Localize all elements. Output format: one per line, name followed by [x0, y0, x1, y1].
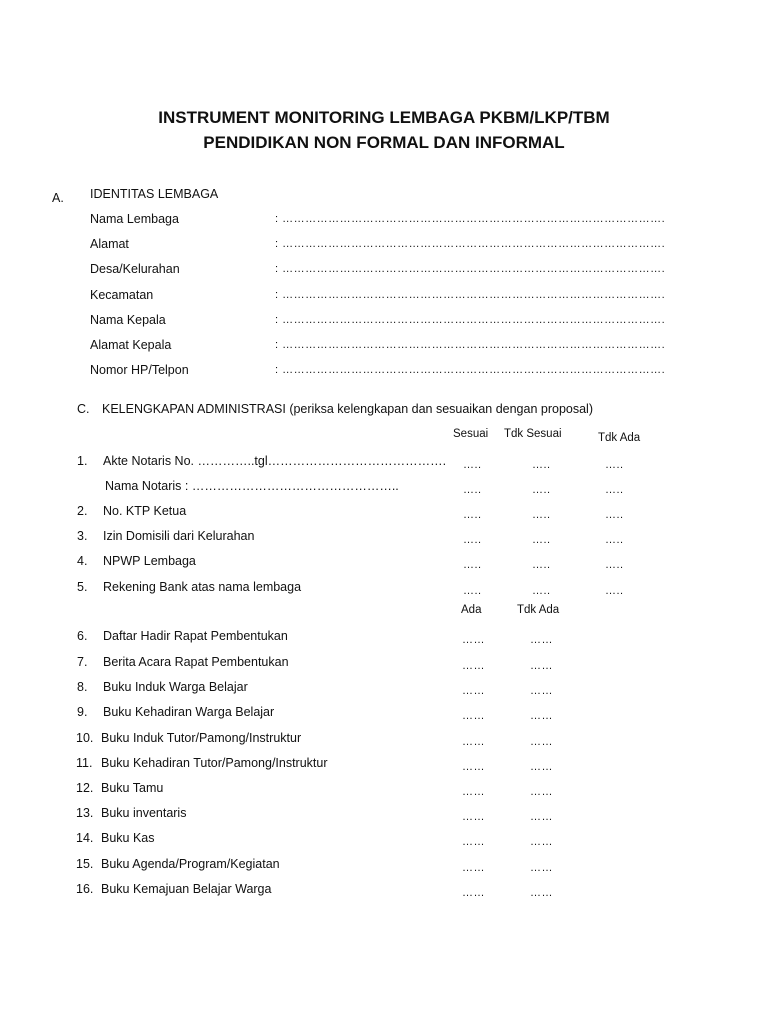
item-number: 10. — [76, 731, 94, 745]
check-blank-tdk-sesuai: ….. — [532, 509, 551, 521]
check-blank-tdk-sesuai: ….. — [532, 585, 551, 597]
check-blank-tdk-ada: …… — [530, 736, 553, 748]
field-label: Kecamatan — [90, 288, 154, 302]
item-number: 4. — [77, 554, 88, 568]
item-number: 1. — [77, 454, 88, 468]
check-blank-ada: …… — [462, 887, 485, 899]
item-label: Izin Domisili dari Kelurahan — [103, 529, 255, 543]
column-header-sesuai: Sesuai — [453, 428, 489, 440]
item-number: 8. — [77, 680, 88, 694]
item-number: 11. — [76, 756, 93, 770]
column-header-tdk-sesuai: Tdk Sesuai — [504, 428, 562, 440]
field-value-blank: : ………………………………………………………………………………………. — [275, 339, 666, 351]
section-c-heading: KELENGKAPAN ADMINISTRASI (periksa kelengkapan dan sesuaikan dengan proposal) — [102, 402, 593, 416]
check-blank-ada: …… — [462, 761, 485, 773]
check-blank-ada: …… — [462, 634, 485, 646]
item-number: 3. — [77, 529, 88, 543]
item-label: Buku Kemajuan Belajar Warga — [101, 882, 272, 896]
item-number: 2. — [77, 504, 88, 518]
field-value-blank: : ………………………………………………………………………………………. — [275, 289, 666, 301]
check-blank-tdk-ada: ….. — [605, 484, 624, 496]
check-blank-tdk-ada: …… — [530, 786, 553, 798]
field-value-blank: : ………………………………………………………………………………………. — [275, 238, 666, 250]
check-blank-sesuai: ….. — [463, 559, 482, 571]
item-number: 5. — [77, 580, 88, 594]
item-label: Daftar Hadir Rapat Pembentukan — [103, 629, 288, 643]
item-number: 15. — [76, 857, 94, 871]
field-value-blank: : ………………………………………………………………………………………. — [275, 364, 666, 376]
check-blank-ada: …… — [462, 811, 485, 823]
item-label: Buku Induk Tutor/Pamong/Instruktur — [101, 731, 302, 745]
check-blank-ada: …… — [462, 836, 485, 848]
item-label: NPWP Lembaga — [103, 554, 196, 568]
check-blank-tdk-ada: …… — [530, 710, 553, 722]
item-label: Buku Agenda/Program/Kegiatan — [101, 857, 280, 871]
item-number: 16. — [76, 882, 94, 896]
item-number: 7. — [77, 655, 88, 669]
check-blank-sesuai: ….. — [463, 459, 482, 471]
check-blank-tdk-sesuai: ….. — [532, 559, 551, 571]
check-blank-tdk-sesuai: ….. — [532, 459, 551, 471]
field-label: Desa/Kelurahan — [90, 262, 180, 276]
item-label: Buku Kas — [101, 831, 155, 845]
check-blank-sesuai: ….. — [463, 484, 482, 496]
check-blank-tdk-ada: ….. — [605, 509, 624, 521]
check-blank-tdk-ada: …… — [530, 634, 553, 646]
check-blank-tdk-ada: ….. — [605, 459, 624, 471]
check-blank-tdk-ada: …… — [530, 660, 553, 672]
field-value-blank: : ………………………………………………………………………………………. — [275, 314, 666, 326]
field-label: Nama Kepala — [90, 313, 166, 327]
check-blank-ada: …… — [462, 786, 485, 798]
check-blank-ada: …… — [462, 685, 485, 697]
check-blank-tdk-ada: …… — [530, 811, 553, 823]
item-number: 14. — [76, 831, 94, 845]
check-blank-tdk-ada: …… — [530, 685, 553, 697]
field-value-blank: : ………………………………………………………………………………………. — [275, 263, 666, 275]
item-label: Rekening Bank atas nama lembaga — [103, 580, 302, 594]
document-title-line-2: PENDIDIKAN NON FORMAL DAN INFORMAL — [203, 133, 565, 152]
check-blank-tdk-ada: …… — [530, 836, 553, 848]
section-c-letter: C. — [77, 402, 90, 416]
section-a-heading: IDENTITAS LEMBAGA — [90, 187, 219, 201]
item-label: Buku Tamu — [101, 781, 164, 795]
check-blank-tdk-ada: ….. — [605, 534, 624, 546]
field-label: Alamat — [90, 237, 129, 251]
document-title-line-1: INSTRUMENT MONITORING LEMBAGA PKBM/LKP/TBM — [158, 108, 610, 127]
check-blank-tdk-sesuai: ….. — [532, 534, 551, 546]
item-label: Buku inventaris — [101, 806, 187, 820]
check-blank-sesuai: ….. — [463, 534, 482, 546]
item-label: Akte Notaris No. …………..tgl……………………………………. — [103, 454, 447, 468]
check-blank-tdk-ada: …… — [530, 887, 553, 899]
item-number: 12. — [76, 781, 94, 795]
check-blank-ada: …… — [462, 710, 485, 722]
item-label: Buku Induk Warga Belajar — [103, 680, 248, 694]
check-blank-ada: …… — [462, 862, 485, 874]
check-blank-sesuai: ….. — [463, 585, 482, 597]
section-a-letter: A. — [52, 191, 64, 205]
column-header-tdk-ada-2: Tdk Ada — [517, 604, 560, 616]
check-blank-tdk-sesuai: ….. — [532, 484, 551, 496]
field-value-blank: : ………………………………………………………………………………………. — [275, 213, 666, 225]
check-blank-sesuai: ….. — [463, 509, 482, 521]
check-blank-tdk-ada: …… — [530, 761, 553, 773]
check-blank-tdk-ada: …… — [530, 862, 553, 874]
item-label: Nama Notaris : ………………………………………….. — [105, 479, 399, 493]
check-blank-ada: …… — [462, 660, 485, 672]
item-label: Buku Kehadiran Warga Belajar — [103, 705, 275, 719]
item-label: Buku Kehadiran Tutor/Pamong/Instruktur — [101, 756, 328, 770]
check-blank-tdk-ada: ….. — [605, 585, 624, 597]
check-blank-ada: …… — [462, 736, 485, 748]
check-blank-tdk-ada: ….. — [605, 559, 624, 571]
item-number: 6. — [77, 629, 88, 643]
column-header-ada: Ada — [461, 604, 482, 616]
field-label: Alamat Kepala — [90, 338, 172, 352]
item-label: Berita Acara Rapat Pembentukan — [103, 655, 289, 669]
field-label: Nama Lembaga — [90, 212, 179, 226]
column-header-tdk-ada: Tdk Ada — [598, 432, 641, 444]
field-label: Nomor HP/Telpon — [90, 363, 189, 377]
item-number: 9. — [77, 705, 88, 719]
item-number: 13. — [76, 806, 94, 820]
item-label: No. KTP Ketua — [103, 504, 187, 518]
